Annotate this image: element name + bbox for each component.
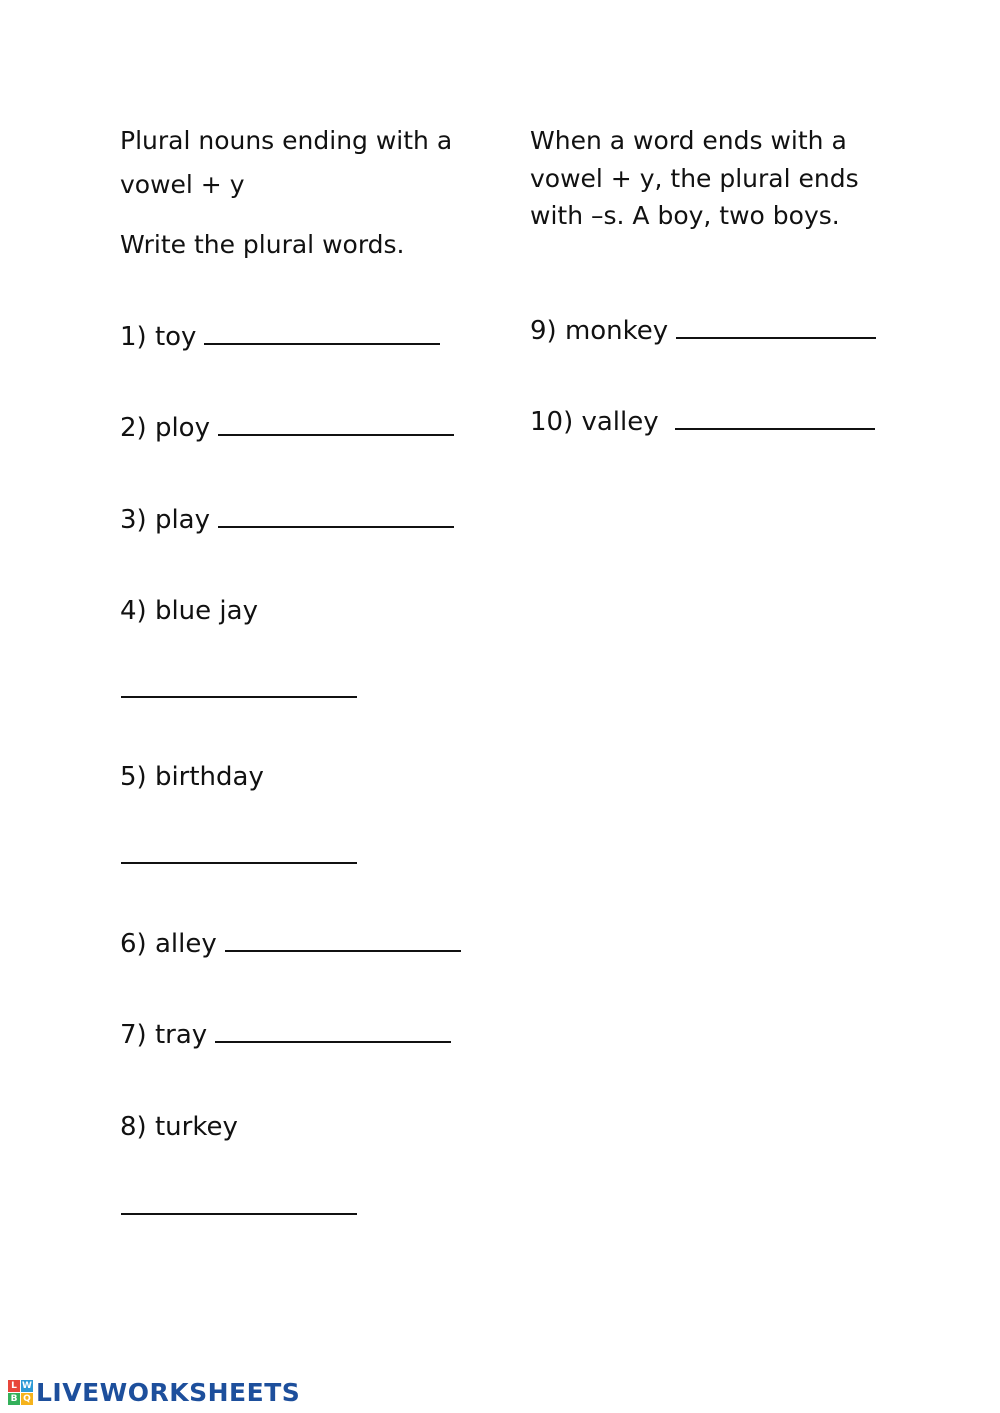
item-label: 5) birthday <box>120 762 264 792</box>
item-label: 4) blue jay <box>120 596 258 626</box>
item-label: 7) tray <box>120 1020 208 1050</box>
answer-field[interactable] <box>218 504 454 528</box>
answer-field[interactable] <box>215 1019 451 1043</box>
worksheet-title-line1: Plural nouns ending with a <box>120 126 453 155</box>
answer-field[interactable] <box>121 862 357 864</box>
item-label: 2) ploy <box>120 413 210 443</box>
list-item <box>120 503 454 537</box>
item-label: 10) valley <box>530 407 659 437</box>
liveworksheets-logo-icon: L W B Q <box>8 1380 33 1405</box>
rule-line3: with –s. A boy, two boys. <box>530 201 840 230</box>
answer-field[interactable] <box>218 412 454 436</box>
list-item <box>120 320 440 354</box>
item-label: 1) toy <box>120 322 197 352</box>
list-item <box>120 760 264 794</box>
answer-field[interactable] <box>121 696 357 698</box>
list-item <box>530 405 875 439</box>
worksheet-title-line2: vowel + y <box>120 170 245 199</box>
rule-line1: When a word ends with a <box>530 126 847 155</box>
list-item <box>120 927 461 961</box>
item-label: 8) turkey <box>120 1112 238 1142</box>
answer-field[interactable] <box>676 315 876 339</box>
rule-line2: vowel + y, the plural ends <box>530 164 859 193</box>
liveworksheets-footer <box>8 1378 300 1407</box>
task-instruction: Write the plural words. <box>120 230 405 259</box>
list-item <box>120 1018 451 1052</box>
list-item <box>120 1110 238 1144</box>
answer-field[interactable] <box>121 1213 357 1215</box>
answer-field[interactable] <box>225 928 461 952</box>
list-item <box>530 314 876 348</box>
item-label: 6) alley <box>120 929 217 959</box>
item-label: 3) play <box>120 505 210 535</box>
answer-field[interactable] <box>204 321 440 345</box>
list-item <box>120 411 454 445</box>
list-item <box>120 594 258 628</box>
answer-field[interactable] <box>675 406 875 430</box>
item-label: 9) monkey <box>530 316 669 346</box>
brand-name[interactable]: LIVEWORKSHEETS <box>36 1378 301 1407</box>
